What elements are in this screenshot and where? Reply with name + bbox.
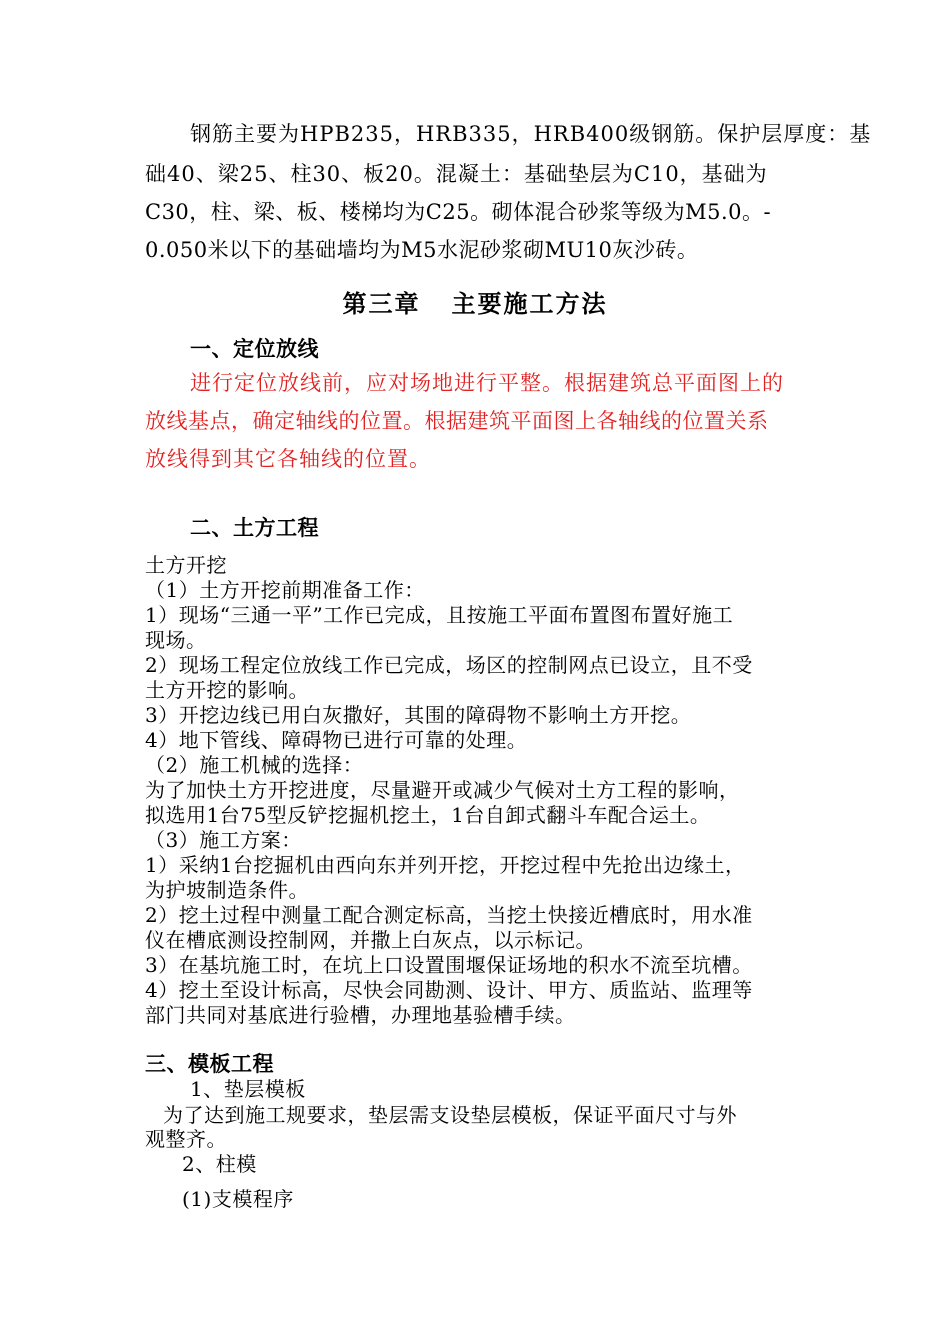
section2-line: 2）挖土过程中测量工配合测定标高，当挖土快接近槽底时，用水准 xyxy=(145,903,753,927)
section2-line: 为了加快土方开挖进度，尽量避开或减少气候对土方工程的影响， xyxy=(145,778,740,802)
section2-line: 拟选用1台75型反铲挖掘机挖土，1台自卸式翻斗车配合运土。 xyxy=(145,803,711,827)
section2-heading: 二、土方工程 xyxy=(190,515,319,540)
section2-line: （2）施工机械的选择： xyxy=(145,753,364,777)
section2-line: 土方开挖 xyxy=(145,553,227,577)
intro-line-2: 础40、梁25、柱30、板20。混凝土：基础垫层为C10，基础为 xyxy=(145,162,768,186)
section2-line: 4）挖土至设计标高，尽快会同勘测、设计、甲方、质监站、监理等 xyxy=(145,978,753,1002)
section2-line: 土方开挖的影响。 xyxy=(145,678,309,702)
section2-line: 部门共同对基底进行验槽，办理地基验槽手续。 xyxy=(145,1003,576,1027)
section2-line: 1）现场“三通一平”工作已完成，且按施工平面布置图布置好施工 xyxy=(145,603,734,627)
section1-line-3: 放线得到其它各轴线的位置。 xyxy=(145,447,431,471)
section1-heading: 一、定位放线 xyxy=(190,336,319,361)
section3-heading: 三、模板工程 xyxy=(145,1051,274,1076)
section3-sub1-line-1: 为了达到施工规要求，垫层需支设垫层模板，保证平面尺寸与外 xyxy=(163,1103,737,1127)
section1-line-2: 放线基点，确定轴线的位置。根据建筑平面图上各轴线的位置关系 xyxy=(145,409,769,433)
intro-line-4: 0.050米以下的基础墙均为M5水泥砂浆砌MU10灰沙砖。 xyxy=(145,238,699,262)
section2-line: （1）土方开挖前期准备工作： xyxy=(145,578,425,602)
intro-line-3: C30，柱、梁、板、楼梯均为C25。砌体混合砂浆等级为M5.0。- xyxy=(145,200,772,224)
section2-line: 2）现场工程定位放线工作已完成，场区的控制网点已设立，且不受 xyxy=(145,653,753,677)
section1-line-1: 进行定位放线前，应对场地进行平整。根据建筑总平面图上的 xyxy=(190,371,784,395)
chapter-title: 第三章 主要施工方法 xyxy=(342,289,608,318)
section3-sub1-line-2: 观整齐。 xyxy=(145,1127,227,1151)
section2-line: 3）在基坑施工时，在坑上口设置围堰保证场地的积水不流至坑槽。 xyxy=(145,953,753,977)
section2-line: 3）开挖边线已用白灰撒好，其围的障碍物不影响土方开挖。 xyxy=(145,703,692,727)
section2-line: 现场。 xyxy=(145,628,207,652)
section3-sub2: 2、柱模 xyxy=(182,1152,257,1176)
section2-line: 为护坡制造条件。 xyxy=(145,878,309,902)
section2-line: （3）施工方案： xyxy=(145,828,302,852)
section3-sub1: 1、垫层模板 xyxy=(190,1077,306,1101)
section3-sub2-item: (1)支模程序 xyxy=(182,1187,294,1211)
section2-line: 1）采纳1台挖掘机由西向东并列开挖，开挖过程中先抢出边缘土， xyxy=(145,853,746,877)
section2-line: 仪在槽底测设控制网，并撒上白灰点，以示标记。 xyxy=(145,928,596,952)
intro-line-1: 钢筋主要为HPB235，HRB335，HRB400级钢筋。保护层厚度：基 xyxy=(190,122,872,146)
section2-line: 4）地下管线、障碍物已进行可靠的处理。 xyxy=(145,728,528,752)
